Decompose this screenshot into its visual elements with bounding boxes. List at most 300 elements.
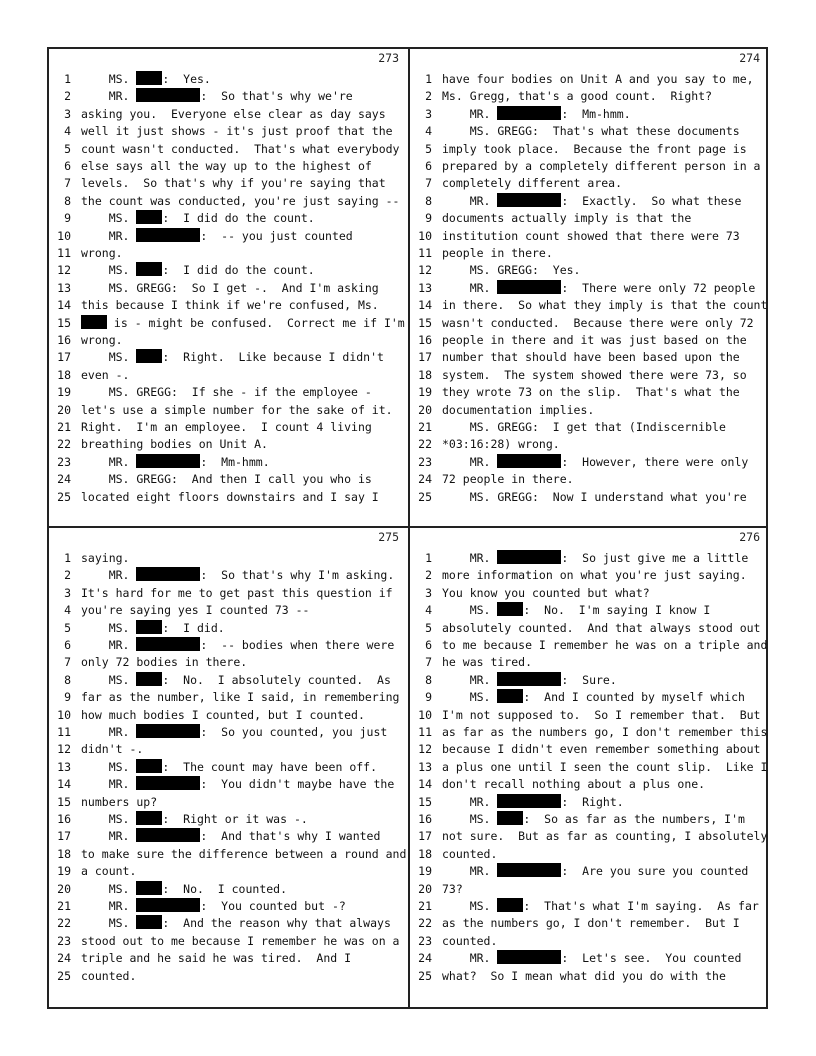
transcript-line — [49, 88, 407, 105]
line-number: 15 — [418, 315, 432, 330]
transcript-line — [410, 402, 768, 419]
line-text — [81, 141, 400, 158]
line-text — [442, 384, 740, 401]
transcript-line — [410, 210, 768, 227]
line-text — [81, 550, 129, 567]
line-number: 9 — [425, 211, 432, 226]
line-segment: : -- bodies when there were — [200, 638, 395, 652]
transcript-line — [49, 228, 407, 245]
line-segment: : I did do the count. — [162, 263, 315, 278]
line-number: 7 — [425, 655, 432, 670]
line-text — [442, 489, 747, 506]
line-number: 13 — [57, 759, 71, 774]
transcript-line — [49, 585, 407, 602]
line-number: 11 — [418, 246, 432, 260]
line-text — [442, 828, 767, 845]
redaction-box — [497, 602, 523, 616]
transcript-line — [49, 454, 407, 471]
transcript-line — [49, 349, 407, 366]
line-text — [442, 672, 617, 689]
line-segment: MS. GREGG: That's what these documents — [442, 124, 740, 139]
line-number: 25 — [418, 968, 432, 983]
line-text — [81, 297, 379, 314]
line-segment: wasn't conducted. Because there were only 72 — [442, 315, 754, 330]
line-segment: the count was conducted, you're just saying -- — [81, 193, 400, 208]
redaction-box — [136, 776, 200, 790]
transcript-line — [410, 454, 768, 471]
line-segment: : So as far as the numbers, I'm — [523, 812, 745, 826]
transcript-line — [410, 654, 768, 671]
line-segment: : Yes. — [162, 72, 211, 86]
line-segment: counted. — [442, 846, 498, 861]
line-segment: documentation implies. — [442, 402, 595, 417]
line-segment: It's hard for me to get past this question if — [81, 585, 393, 600]
line-segment: they wrote 73 on the slip. That's what the — [442, 385, 740, 400]
line-text — [81, 863, 136, 880]
line-number: 12 — [57, 742, 71, 757]
transcript-line — [410, 741, 768, 758]
line-text — [81, 228, 353, 245]
line-number: 8 — [425, 193, 432, 208]
line-segment: only 72 bodies in there. — [81, 655, 248, 670]
line-number: 1 — [425, 72, 432, 86]
line-segment: MS. GREGG: If she - if the employee - — [81, 385, 372, 400]
line-text — [442, 759, 767, 776]
line-number: 20 — [418, 881, 432, 896]
line-text — [81, 193, 400, 210]
line-segment: : And I counted by myself which — [523, 690, 745, 705]
line-number: 13 — [418, 759, 432, 774]
line-number: 4 — [64, 603, 71, 618]
line-number: 22 — [418, 916, 432, 931]
transcript-line — [49, 689, 407, 706]
line-segment: : Mm-hmm. — [200, 454, 270, 469]
line-text — [442, 863, 748, 880]
transcript-line — [49, 332, 407, 349]
line-number: 18 — [57, 846, 71, 861]
line-segment: : Right. — [561, 794, 624, 809]
line-text — [442, 436, 560, 453]
line-segment: counted. — [442, 933, 498, 948]
transcript-line — [410, 637, 768, 654]
line-text — [81, 881, 287, 898]
line-number: 21 — [57, 420, 71, 434]
line-segment: triple and he said he was tired. And I — [81, 951, 352, 966]
line-segment: to me because I remember he was on a triple and — [442, 638, 768, 652]
transcript-line — [49, 654, 407, 671]
line-number: 7 — [425, 176, 432, 191]
line-segment: : The count may have been off. — [162, 759, 378, 774]
line-segment: MR. — [442, 551, 498, 565]
line-text — [442, 158, 761, 175]
line-number: 9 — [425, 690, 432, 705]
line-number: 23 — [418, 454, 432, 469]
line-number: 23 — [57, 933, 71, 948]
transcript-line — [410, 384, 768, 401]
line-segment: MR. — [81, 228, 137, 243]
line-text — [442, 550, 748, 567]
transcript-line — [49, 158, 407, 175]
transcript-line — [410, 297, 768, 314]
line-segment: MS. — [81, 350, 137, 365]
line-segment: 72 people in there. — [442, 472, 574, 487]
line-segment: not sure. But as far as counting, I absolutely — [442, 829, 768, 844]
line-segment: people in there. — [442, 246, 553, 260]
transcript-line — [410, 419, 768, 436]
line-segment: : You didn't maybe have the — [200, 777, 395, 792]
line-number: 6 — [425, 159, 432, 173]
line-segment: asking you. Everyone else clear as day says — [81, 106, 386, 121]
line-segment: MR. — [81, 638, 137, 652]
line-number: 18 — [418, 846, 432, 861]
line-segment: well it just shows - it's just proof that the — [81, 124, 393, 139]
redaction-box — [136, 828, 200, 842]
line-segment: this because I think if we're confused, Ms. — [81, 298, 379, 313]
line-segment: : Right. Like because I didn't — [162, 350, 384, 365]
line-number: 22 — [57, 916, 71, 931]
transcript-line — [49, 898, 407, 915]
line-text — [442, 794, 624, 811]
line-segment: levels. So that's why if you're saying that — [81, 176, 386, 191]
line-segment: MS. — [81, 211, 137, 226]
line-segment: : Let's see. You counted — [561, 951, 742, 966]
transcript-line — [49, 620, 407, 637]
line-segment: numbers up? — [81, 794, 158, 809]
transcript-line — [49, 471, 407, 488]
transcript-line — [410, 915, 768, 932]
line-segment: absolutely counted. And that always stood out — [442, 620, 761, 635]
line-text — [442, 71, 754, 88]
line-segment: because I didn't even remember something about — [442, 742, 761, 757]
line-text — [81, 846, 406, 863]
transcript-line — [410, 280, 768, 297]
line-text — [442, 707, 761, 724]
line-number: 19 — [418, 385, 432, 400]
line-segment: MS. — [81, 812, 137, 826]
line-text — [81, 158, 372, 175]
transcript-line — [49, 811, 407, 828]
line-number: 18 — [418, 367, 432, 382]
line-segment: far as the number, like I said, in remembering — [81, 690, 400, 705]
line-segment: : Are you sure you counted — [561, 864, 749, 879]
redaction-box — [136, 262, 162, 276]
transcript-line — [410, 794, 768, 811]
redaction-box — [136, 898, 200, 912]
line-segment: MR. — [442, 454, 498, 469]
line-text — [442, 933, 497, 950]
line-number: 15 — [57, 315, 71, 330]
line-text — [81, 210, 315, 227]
line-segment: completely different area. — [442, 176, 623, 191]
page-number: 274 — [739, 51, 760, 65]
line-number: 22 — [57, 437, 71, 452]
transcript-line — [410, 898, 768, 915]
line-text — [442, 585, 650, 602]
transcript-line — [410, 811, 768, 828]
line-text — [81, 315, 405, 332]
line-segment: MR. — [442, 951, 498, 966]
line-segment: : Right or it was -. — [162, 812, 308, 826]
line-text — [442, 654, 532, 671]
line-segment: : So just give me a little — [561, 551, 749, 565]
line-segment: MS. — [81, 263, 137, 278]
line-text — [81, 367, 129, 384]
line-number: 2 — [425, 568, 432, 583]
line-number: 5 — [425, 141, 432, 156]
line-number: 15 — [418, 794, 432, 809]
line-text — [81, 637, 394, 654]
transcript-page — [410, 528, 768, 1004]
line-segment: : I did. — [162, 620, 225, 635]
line-text — [81, 654, 247, 671]
line-text — [81, 585, 393, 602]
transcript-page — [410, 49, 768, 525]
line-text — [81, 950, 351, 967]
transcript-line — [410, 245, 768, 262]
line-number: 1 — [64, 72, 71, 86]
transcript-line — [49, 567, 407, 584]
redaction-box — [136, 349, 162, 363]
line-segment: : However, there were only — [561, 454, 749, 469]
line-text — [442, 245, 553, 262]
line-segment: MR. — [442, 193, 498, 208]
redaction-box — [136, 915, 162, 929]
transcript-line — [410, 141, 768, 158]
line-segment: : I did do the count. — [162, 211, 315, 226]
transcript-line — [410, 228, 768, 245]
line-text — [442, 210, 691, 227]
line-segment: system. The system showed there were 73, so — [442, 367, 747, 382]
line-segment: counted. — [81, 968, 137, 983]
line-text — [81, 620, 225, 637]
line-number: 11 — [418, 725, 432, 739]
transcript-line — [49, 297, 407, 314]
line-text — [81, 602, 309, 619]
line-number: 16 — [418, 333, 432, 347]
line-segment: MS. — [81, 672, 137, 687]
line-text — [81, 489, 379, 506]
line-segment: let's use a simple number for the sake of it. — [81, 402, 393, 417]
transcript-line — [49, 175, 407, 192]
line-text — [442, 123, 740, 140]
transcript-line — [49, 71, 407, 88]
line-segment: institution count showed that there were 73 — [442, 228, 740, 243]
line-text — [442, 419, 726, 436]
transcript-line — [410, 123, 768, 140]
line-segment: MR. — [442, 794, 498, 809]
redaction-box — [497, 811, 523, 825]
line-segment: : So you counted, you just — [200, 725, 388, 739]
line-text — [442, 881, 463, 898]
line-text — [442, 141, 747, 158]
line-segment: you're saying yes I counted 73 -- — [81, 603, 310, 618]
line-number: 12 — [418, 263, 432, 278]
transcript-line — [410, 106, 768, 123]
transcript-line — [49, 846, 407, 863]
transcript-line — [49, 193, 407, 210]
line-text — [81, 811, 308, 828]
line-text — [442, 228, 740, 245]
line-number: 22 — [418, 437, 432, 452]
redaction-box — [136, 71, 162, 85]
line-segment: count wasn't conducted. That's what everybody — [81, 141, 400, 156]
transcript-line — [410, 585, 768, 602]
redaction-box — [497, 672, 561, 686]
line-number: 20 — [57, 881, 71, 896]
line-segment: as far as the numbers go, I don't remember this — [442, 725, 768, 739]
page-number: 276 — [739, 530, 760, 544]
transcript-line — [49, 637, 407, 654]
line-text — [442, 349, 740, 366]
line-number: 1 — [425, 551, 432, 565]
redaction-box — [497, 280, 561, 294]
line-segment: : And that's why I wanted — [200, 829, 381, 844]
line-text — [81, 828, 380, 845]
line-segment: MR. — [81, 454, 137, 469]
line-number: 8 — [64, 193, 71, 208]
line-text — [81, 332, 123, 349]
transcript-line — [49, 419, 407, 436]
line-number: 2 — [64, 568, 71, 583]
line-text — [81, 968, 136, 985]
line-segment: breathing bodies on Unit A. — [81, 437, 268, 452]
line-number: 18 — [57, 367, 71, 382]
transcript-line — [410, 262, 768, 279]
line-number: 2 — [64, 89, 71, 104]
line-number: 9 — [64, 211, 71, 226]
transcript-page — [49, 49, 407, 525]
line-text — [81, 384, 372, 401]
line-text — [81, 759, 377, 776]
transcript-line — [49, 315, 407, 332]
transcript-line — [410, 193, 768, 210]
redaction-box — [136, 567, 200, 581]
line-text — [442, 175, 622, 192]
transcript-line — [410, 950, 768, 967]
line-text — [442, 454, 748, 471]
transcript-line — [410, 175, 768, 192]
line-number: 5 — [64, 141, 71, 156]
line-segment: You know you counted but what? — [442, 585, 650, 600]
line-text — [442, 776, 705, 793]
line-segment: wrong. — [81, 246, 123, 260]
line-text — [81, 106, 386, 123]
transcript-line — [410, 968, 768, 985]
line-number: 14 — [418, 298, 432, 313]
line-text — [442, 724, 767, 741]
line-number: 24 — [57, 951, 71, 966]
line-text — [81, 741, 143, 758]
line-number: 16 — [57, 333, 71, 347]
line-segment: 73? — [442, 881, 463, 896]
line-segment: Right. I'm an employee. I count 4 living — [81, 420, 372, 434]
line-segment: MR. — [81, 568, 137, 583]
line-text — [442, 315, 754, 332]
line-segment: MR. — [81, 725, 137, 739]
redaction-box — [136, 672, 162, 686]
line-number: 12 — [418, 742, 432, 757]
transcript-line — [49, 794, 407, 811]
transcript-line — [49, 968, 407, 985]
line-segment: MS. — [442, 690, 498, 705]
line-number: 11 — [57, 725, 71, 739]
line-number: 23 — [418, 933, 432, 948]
line-segment: a plus one until I seen the count slip. Like I — [442, 759, 768, 774]
line-number: 16 — [418, 812, 432, 826]
line-text — [81, 933, 400, 950]
line-number: 15 — [57, 794, 71, 809]
transcript-line — [410, 332, 768, 349]
line-text — [442, 471, 574, 488]
transcript-line — [49, 915, 407, 932]
line-segment: : You counted but -? — [200, 899, 346, 913]
transcript-line — [410, 367, 768, 384]
line-segment: : So that's why we're — [200, 89, 353, 104]
transcript-sheet — [47, 47, 768, 1009]
redaction-box — [497, 689, 523, 703]
line-text — [442, 898, 759, 915]
line-number: 7 — [64, 176, 71, 191]
line-segment: Ms. Gregg, that's a good count. Right? — [442, 89, 713, 104]
transcript-line — [49, 933, 407, 950]
line-number: 24 — [418, 472, 432, 487]
transcript-line — [49, 123, 407, 140]
transcript-line — [410, 933, 768, 950]
line-number: 21 — [57, 899, 71, 913]
redaction-box — [497, 950, 561, 964]
transcript-line — [49, 672, 407, 689]
redaction-box — [136, 759, 162, 773]
line-number: 8 — [425, 672, 432, 687]
redaction-box — [497, 454, 561, 468]
transcript-line — [410, 88, 768, 105]
line-text — [442, 689, 745, 706]
transcript-line — [410, 759, 768, 776]
line-number: 6 — [64, 159, 71, 173]
line-segment: people in there and it was just based on the — [442, 333, 747, 347]
line-segment: MR. — [81, 829, 137, 844]
line-number: 3 — [425, 585, 432, 600]
redaction-box — [136, 454, 200, 468]
line-number: 13 — [418, 280, 432, 295]
line-segment: a count. — [81, 864, 137, 879]
line-segment: to make sure the difference between a round and — [81, 846, 407, 861]
line-number: 25 — [57, 489, 71, 504]
line-segment: have four bodies on Unit A and you say to me, — [442, 72, 754, 86]
line-segment: imply took place. Because the front page is — [442, 141, 747, 156]
transcript-line — [410, 620, 768, 637]
line-text — [442, 950, 741, 967]
line-segment: what? So I mean what did you do with the — [442, 968, 726, 983]
transcript-line — [410, 724, 768, 741]
line-segment: don't recall nothing about a plus one. — [442, 777, 706, 792]
line-text — [81, 175, 386, 192]
line-segment: MR. — [442, 672, 498, 687]
line-text — [442, 332, 747, 349]
line-text — [81, 454, 270, 471]
line-number: 19 — [57, 864, 71, 879]
line-segment: MS. — [442, 812, 498, 826]
transcript-line — [410, 602, 768, 619]
line-number: 4 — [425, 603, 432, 618]
transcript-line — [410, 71, 768, 88]
transcript-line — [410, 489, 768, 506]
line-number: 12 — [57, 263, 71, 278]
line-text — [81, 707, 365, 724]
line-number: 21 — [418, 420, 432, 434]
line-text — [442, 637, 767, 654]
transcript-line — [49, 707, 407, 724]
